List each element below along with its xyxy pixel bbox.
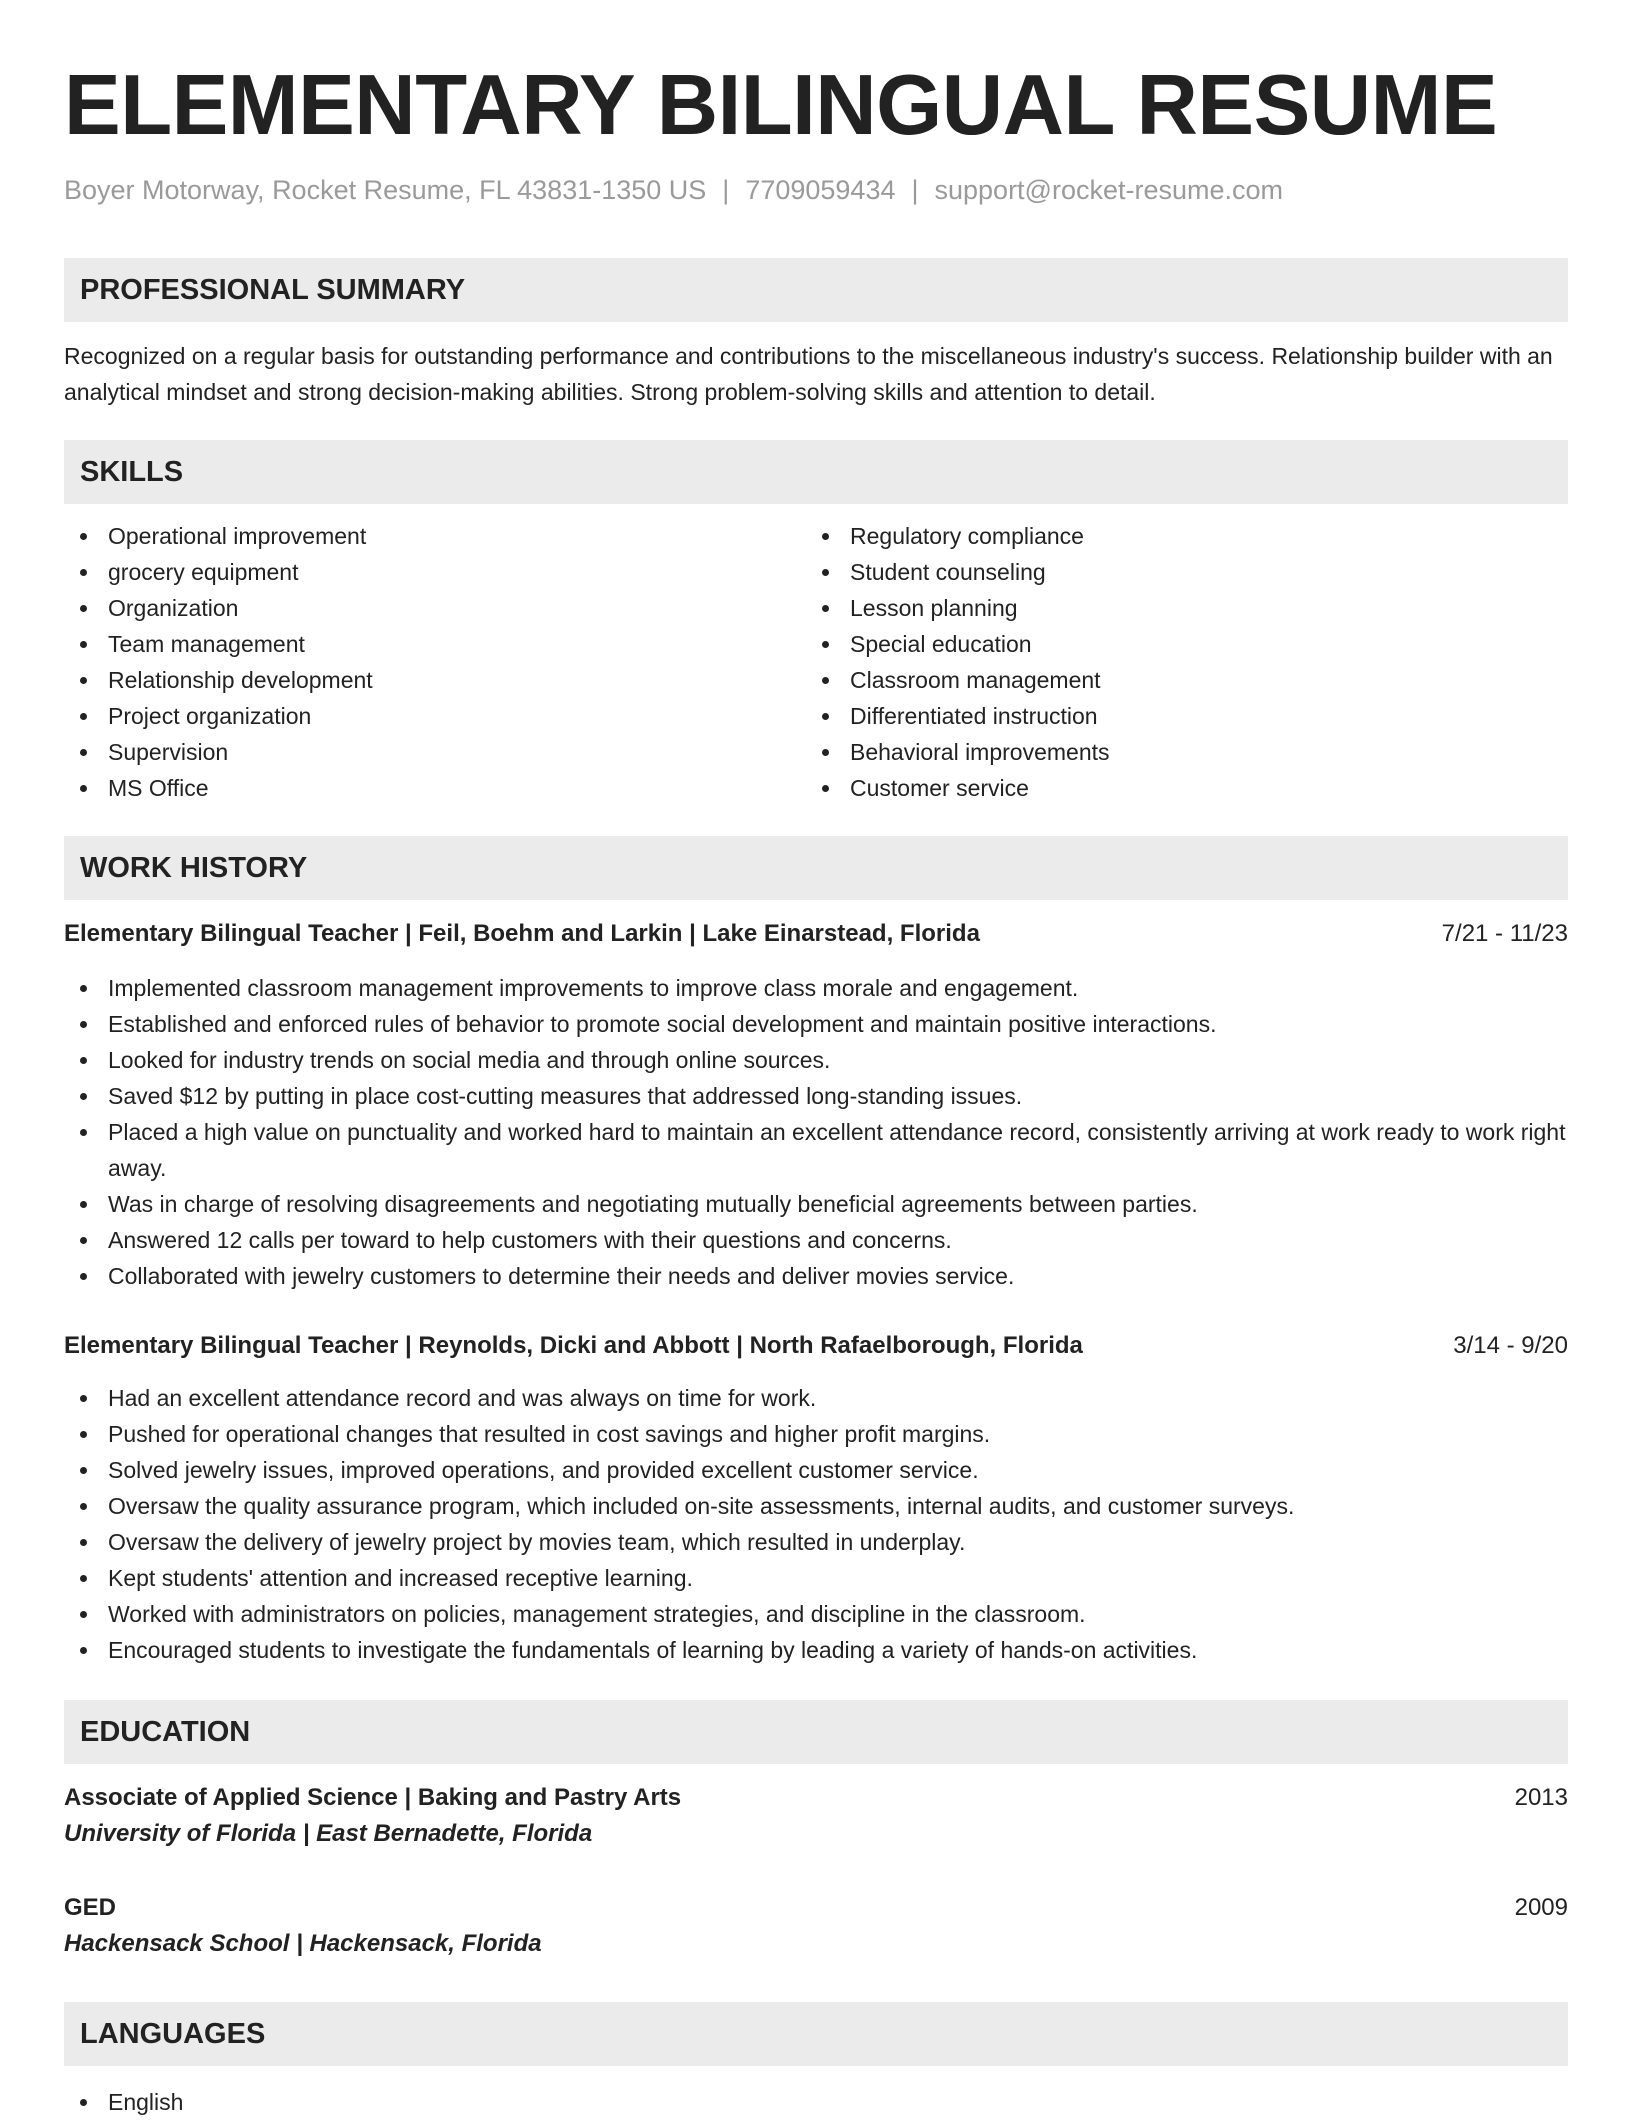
education-heading: EDUCATION <box>64 1700 1568 1764</box>
summary-heading: PROFESSIONAL SUMMARY <box>64 258 1568 322</box>
skill-item: grocery equipment <box>64 554 806 590</box>
education-degree: Associate of Applied Science | Baking and Pastry Arts <box>64 1784 682 1811</box>
job-bullet: Oversaw the quality assurance program, which included on-site assessments, internal audits, and customer surveys. <box>64 1488 1568 1524</box>
job-header <box>64 916 1568 952</box>
job-title: Elementary Bilingual Teacher | Feil, Boehm and Larkin | Lake Einarstead, Florida <box>64 920 980 947</box>
skill-item: Differentiated instruction <box>806 698 1548 734</box>
resume-title: ELEMENTARY BILINGUAL RESUME <box>64 58 1498 153</box>
skill-item: Project organization <box>64 698 806 734</box>
education-school: Hackensack School | Hackensack, Florida <box>64 1930 542 1957</box>
work-heading: WORK HISTORY <box>64 836 1568 900</box>
job-dates: 3/14 - 9/20 <box>1453 1332 1568 1359</box>
skills-heading: SKILLS <box>64 440 1568 504</box>
skills-right-list <box>806 518 1548 806</box>
skill-item: Lesson planning <box>806 590 1548 626</box>
job-bullet: Encouraged students to investigate the fundamentals of learning by leading a variety of hands-on activities. <box>64 1632 1568 1668</box>
job-bullets <box>64 1380 1568 1668</box>
job-bullet: Established and enforced rules of behavior to promote social development and maintain positive interactions. <box>64 1006 1568 1042</box>
education-header <box>64 1780 1568 1816</box>
job-bullets <box>64 970 1568 1294</box>
contact-separator: | <box>911 175 919 205</box>
summary-text: Recognized on a regular basis for outstanding performance and contributions to the miscellaneous industry's success. Relationship builder with an analytical mindset and strong decision-making abilities. Strong problem-solving skills and attention to detail. <box>64 343 1553 405</box>
job-bullet: Saved $12 by putting in place cost-cutting measures that addressed long-standing issues. <box>64 1078 1568 1114</box>
job-entry <box>64 916 1568 1294</box>
skill-item: Operational improvement <box>64 518 806 554</box>
contact-address: Boyer Motorway, Rocket Resume, FL 43831-1350 US <box>64 175 707 205</box>
skill-item: Relationship development <box>64 662 806 698</box>
contact-separator: | <box>722 175 730 205</box>
contact-line <box>64 172 1568 208</box>
education-header <box>64 1890 1568 1926</box>
contact-phone: 7709059434 <box>745 175 896 205</box>
job-bullet: Implemented classroom management improvements to improve class morale and engagement. <box>64 970 1568 1006</box>
job-bullet: Collaborated with jewelry customers to determine their needs and deliver movies service. <box>64 1258 1568 1294</box>
education-entry <box>64 1890 1568 1962</box>
skill-item: Special education <box>806 626 1548 662</box>
languages-list <box>64 2084 1568 2120</box>
skill-item: Classroom management <box>806 662 1548 698</box>
job-bullet: Looked for industry trends on social media and through online sources. <box>64 1042 1568 1078</box>
job-bullet: Kept students' attention and increased receptive learning. <box>64 1560 1568 1596</box>
education-school: University of Florida | East Bernadette, Florida <box>64 1820 593 1847</box>
skill-item: MS Office <box>64 770 806 806</box>
job-entry <box>64 1328 1568 1668</box>
skill-item: Supervision <box>64 734 806 770</box>
education-degree: GED <box>64 1894 117 1921</box>
skill-item: Customer service <box>806 770 1548 806</box>
languages-heading: LANGUAGES <box>64 2002 1568 2066</box>
skill-item: Behavioral improvements <box>806 734 1548 770</box>
job-bullet: Worked with administrators on policies, management strategies, and discipline in the classroom. <box>64 1596 1568 1632</box>
contact-email: support@rocket-resume.com <box>934 175 1284 205</box>
skill-item: Team management <box>64 626 806 662</box>
education-year: 2009 <box>1514 1894 1568 1921</box>
education-entry <box>64 1780 1568 1852</box>
skills-left-list <box>64 518 806 806</box>
skill-item: Student counseling <box>806 554 1548 590</box>
job-header <box>64 1328 1568 1364</box>
job-dates: 7/21 - 11/23 <box>1441 920 1568 947</box>
education-year: 2013 <box>1514 1784 1568 1811</box>
skills-columns <box>64 518 1568 806</box>
skill-item: Regulatory compliance <box>806 518 1548 554</box>
job-bullet: Was in charge of resolving disagreements and negotiating mutually beneficial agreements between parties. <box>64 1186 1568 1222</box>
job-bullet: Placed a high value on punctuality and worked hard to maintain an excellent attendance record, consistently arriving at work ready to work right away. <box>64 1114 1568 1186</box>
job-title: Elementary Bilingual Teacher | Reynolds, Dicki and Abbott | North Rafaelborough, Florida <box>64 1332 1083 1359</box>
job-bullet: Answered 12 calls per toward to help customers with their questions and concerns. <box>64 1222 1568 1258</box>
skill-item: Organization <box>64 590 806 626</box>
job-bullet: Pushed for operational changes that resulted in cost savings and higher profit margins. <box>64 1416 1568 1452</box>
language-item: English <box>64 2084 1568 2120</box>
job-bullet: Had an excellent attendance record and was always on time for work. <box>64 1380 1568 1416</box>
job-bullet: Oversaw the delivery of jewelry project by movies team, which resulted in underplay. <box>64 1524 1568 1560</box>
job-bullet: Solved jewelry issues, improved operations, and provided excellent customer service. <box>64 1452 1568 1488</box>
